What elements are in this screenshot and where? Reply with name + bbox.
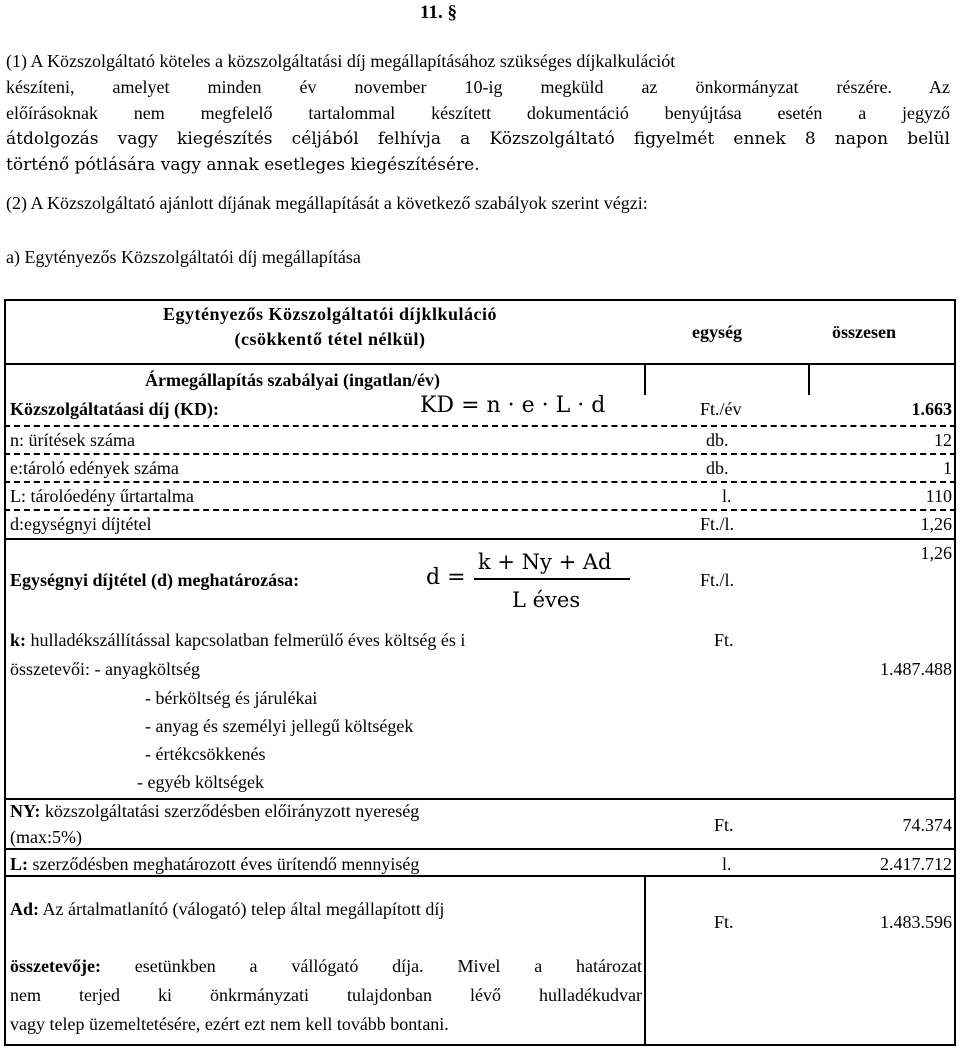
param-value: 1 — [943, 458, 952, 478]
k-unit: Ft. — [714, 630, 734, 650]
k-components-label: összetevői: - anyagköltség — [10, 659, 200, 679]
kd-unit: Ft./év — [700, 399, 742, 419]
section-heading: Ármegállapítás szabályai (ingatlan/év) — [145, 370, 440, 390]
ad-description — [10, 896, 444, 922]
table-title — [0, 302, 660, 352]
param-value: 1,26 — [920, 514, 952, 534]
kd-formula: KD = n · e · L · d — [420, 393, 606, 418]
paragraph-1-line: átdolgozás vagy kiegészítés céljából felhívja a Közszolgáltató figyelmét ennek 8 napon belül — [6, 129, 950, 149]
param-label: n: ürítések száma — [10, 430, 135, 450]
l-value: 2.417.712 — [880, 854, 952, 874]
d-unit: Ft./l. — [700, 570, 735, 590]
k-component: - egyéb költségek — [137, 772, 264, 792]
l-key: L: — [10, 854, 28, 874]
ad-unit: Ft. — [714, 912, 734, 932]
ny-unit: Ft. — [714, 815, 734, 835]
d-formula-lhs: d = — [426, 565, 466, 590]
column-divider — [644, 875, 646, 1046]
row-divider-dashed — [4, 425, 956, 427]
paragraph-1 — [6, 48, 950, 178]
ad-text: Az ártalmatlanító (válogató) telep által megállapított díj — [42, 899, 445, 919]
row-divider — [4, 848, 956, 850]
ny-description-cont: (max:5%) — [10, 827, 82, 847]
param-unit: l. — [722, 486, 732, 506]
l-description — [10, 851, 419, 877]
paragraph-2: (2) A Közszolgáltató ajánlott díjának megállapítását a következő szabályok szerint végzi: — [6, 193, 648, 213]
d-label: Egységnyi díjtétel (d) meghatározása: — [10, 570, 300, 590]
param-value: 110 — [925, 486, 952, 506]
section-number: 11. § — [420, 2, 457, 23]
ad-components-line: nem terjed ki önkrmányzati tulajdonban lévő hulladékudvar — [10, 985, 642, 1005]
column-divider — [644, 365, 646, 395]
k-value: 1.487.488 — [880, 659, 952, 679]
ad-value: 1.483.596 — [880, 912, 952, 932]
k-description — [10, 627, 465, 653]
column-header-total: összesen — [832, 322, 896, 342]
paragraph-1-line: készíteni, amelyet minden év november 10-ig megküld az önkormányzat részére. Az — [6, 77, 950, 97]
paragraph-1-line: (1) A Közszolgáltató köteles a közszolgáltatási díj megállapításához szükséges díjkalkulációt — [6, 51, 676, 71]
d-formula-numerator: k + Ny + Ad — [478, 550, 612, 574]
k-component: - bérköltség és járulékai — [145, 688, 318, 708]
param-label: L: tárolóedény űrtartalma — [10, 486, 194, 506]
k-component: - értékcsökkenés — [145, 744, 266, 764]
ny-description — [10, 798, 419, 824]
d-formula-denominator: L éves — [512, 588, 581, 612]
fraction-bar — [474, 578, 630, 580]
row-divider — [4, 538, 956, 540]
paragraph-a: a) Egytényezős Közszolgáltatói díj megállapítása — [6, 247, 361, 267]
table-title-line: (csökkentő tétel nélkül) — [234, 329, 426, 349]
param-unit: db. — [706, 458, 729, 478]
ny-key: NY: — [10, 801, 41, 821]
param-unit: db. — [706, 430, 729, 450]
row-divider — [4, 363, 956, 365]
ad-components-line: vagy telep üzemeltetésére, ezért ezt nem kell tovább bontani. — [10, 1014, 449, 1034]
column-divider — [808, 365, 810, 395]
param-value: 12 — [934, 430, 952, 450]
param-label: d:egységnyi díjtétel — [10, 514, 152, 534]
param-label: e:tároló edények száma — [10, 458, 179, 478]
table-title-line: Egytényezős Közszolgáltatói díjklkuláció — [163, 304, 497, 324]
kd-label: Közszolgáltatáasi díj (KD): — [10, 399, 219, 419]
ny-text: közszolgáltatási szerződésben előirányzott nyereség — [44, 801, 420, 821]
ny-value: 74.374 — [902, 815, 952, 835]
paragraph-1-line: előírásoknak nem megfelelő tartalommal készített dokumentáció benyújtása esetén a jegyző — [6, 103, 950, 123]
l-unit: l. — [722, 854, 732, 874]
k-component: - anyag és személyi jellegű költségek — [145, 716, 414, 736]
l-text: szerződésben meghatározott éves ürítendő mennyiség — [32, 854, 420, 874]
ad-comp-key: összetevője: — [10, 956, 101, 976]
paragraph-1-line: történő pótlására vagy annak esetleges kiegészítésére. — [6, 155, 480, 175]
d-value: 1,26 — [920, 543, 952, 563]
ad-key: Ad: — [10, 899, 40, 919]
k-text: hulladékszállítással kapcsolatban felmerülő éves költség és i — [30, 630, 466, 650]
ad-components — [10, 953, 642, 1037]
kd-value: 1.663 — [911, 399, 952, 419]
param-unit: Ft./l. — [700, 514, 735, 534]
column-header-unit: egység — [692, 322, 742, 342]
ad-components-line — [10, 953, 642, 979]
ad-comp-text: esetünkben a vállógató díja. Mivel a határozat — [134, 956, 642, 976]
k-key: k: — [10, 630, 27, 650]
